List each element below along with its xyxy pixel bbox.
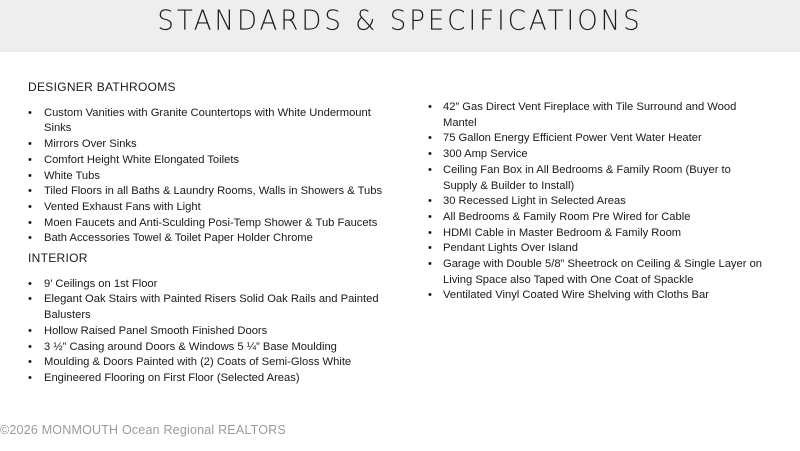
bullet-icon: • (428, 163, 432, 176)
list-item: • Custom Vanities with Granite Countertops with White Undermount Sinks (28, 106, 371, 135)
bullet-icon: • (28, 371, 32, 384)
list-item: • HDMI Cable in Master Bedroom & Family Room (428, 226, 768, 242)
bullet-icon: • (28, 232, 32, 245)
list-item: • 3 ½” Casing around Doors & Windows 5 ¼” Base Moulding (28, 340, 388, 356)
page-title: STANDARDS & SPECIFICATIONS (157, 5, 643, 37)
bullet-icon: • (28, 185, 32, 198)
list-item: • 42” Gas Direct Vent Fireplace with Tile Surround and Wood Mantel (428, 101, 737, 129)
bullet-icon: • (428, 132, 432, 145)
bullet-icon: • (28, 138, 32, 151)
list-item: • 30 Recessed Light in Selected Areas (428, 194, 768, 210)
features-list (428, 100, 768, 304)
bullet-icon: • (28, 277, 32, 290)
right-column (428, 100, 768, 304)
bullet-icon: • (428, 258, 432, 271)
list-item: • Ventilated Vinyl Coated Wire Shelving with Cloths Bar (428, 288, 768, 304)
bullet-icon: • (28, 216, 32, 229)
header-band (0, 0, 800, 52)
list-item: • Elegant Oak Stairs with Painted Risers Solid Oak Rails and Painted Balusters (28, 293, 379, 322)
list-item: • Ceiling Fan Box in All Bedrooms & Family Room (Buyer to Supply & Builder to Install) (428, 163, 731, 192)
bullet-icon: • (28, 324, 32, 337)
section-heading-interior: INTERIOR (28, 251, 88, 266)
bullet-icon: • (428, 242, 432, 255)
list-item: • 75 Gallon Energy Efficient Power Vent Water Heater (428, 131, 768, 147)
list-item: • Bath Accessories Towel & Toilet Paper Holder Chrome (28, 231, 388, 247)
bullet-icon: • (428, 226, 432, 239)
list-item: • Pendant Lights Over Island (428, 241, 768, 257)
list-item: • All Bedrooms & Family Room Pre Wired for Cable (428, 210, 768, 226)
list-item: • Garage with Double 5/8” Sheetrock on Ceiling & Single Layer on Living Space also Taped with One Coat of Spackle (428, 258, 763, 286)
bullet-icon: • (28, 169, 32, 182)
list-item: • Tiled Floors in all Baths & Laundry Rooms, Walls in Showers & Tubs (28, 184, 388, 200)
section-heading-bathrooms: DESIGNER BATHROOMS (28, 80, 176, 94)
list-item: • 9’ Ceilings on 1st Floor (28, 277, 388, 293)
list-item: • Engineered Flooring on First Floor (Selected Areas) (28, 371, 388, 387)
bullet-icon: • (428, 101, 432, 113)
bullet-icon: • (428, 210, 432, 223)
list-item: • Comfort Height White Elongated Toilets (28, 153, 388, 169)
bullet-icon: • (28, 356, 32, 369)
list-item: • Moen Faucets and Anti-Sculding Posi-Temp Shower & Tub Faucets (28, 216, 388, 232)
bullet-icon: • (28, 340, 32, 353)
bathrooms-list (28, 106, 388, 247)
bullet-icon: • (428, 289, 432, 302)
list-item: • Vented Exhaust Fans with Light (28, 200, 388, 216)
bullet-icon: • (428, 195, 432, 208)
bullet-icon: • (28, 293, 32, 306)
bullet-icon: • (28, 153, 32, 166)
bullet-icon: • (428, 148, 432, 161)
copyright-watermark: ©2026 MONMOUTH Ocean Regional REALTORS (0, 423, 286, 437)
list-item: • Mirrors Over Sinks (28, 137, 388, 153)
bullet-icon: • (28, 200, 32, 213)
list-item: • 300 Amp Service (428, 147, 768, 163)
list-item: • Hollow Raised Panel Smooth Finished Doors (28, 324, 388, 340)
list-item: • Moulding & Doors Painted with (2) Coats of Semi-Gloss White (28, 355, 388, 371)
bullet-icon: • (28, 106, 32, 119)
interior-list (28, 277, 388, 387)
list-item: • White Tubs (28, 169, 388, 185)
left-column (28, 80, 388, 387)
